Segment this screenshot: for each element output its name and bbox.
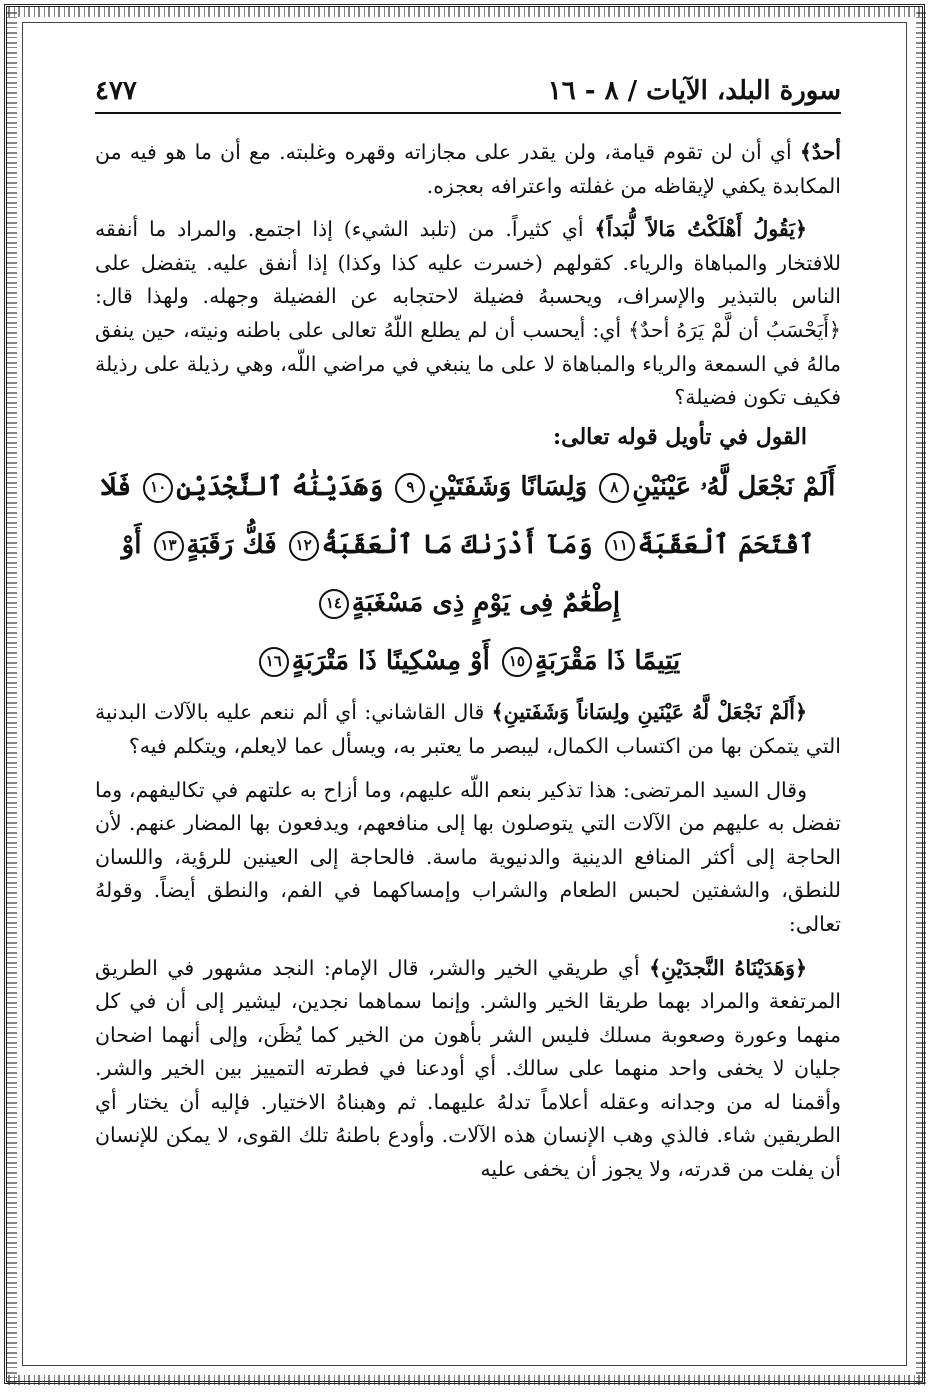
verse-text: أَوْ مِسْكِينًا ذَا مَتْرَبَةٍ <box>291 646 490 677</box>
verse-number: ١١ <box>605 531 635 561</box>
verse-text: وَلِسَانًا وَشَفَتَيْنِ <box>428 472 588 503</box>
verse-number: ٨ <box>599 473 629 503</box>
border-chain-right <box>916 8 926 1384</box>
paragraph <box>95 952 841 1187</box>
verse-text: فَكُّ رَقَبَةٍ <box>186 530 277 561</box>
paragraph-text: أي كثيراً. من (تلبد الشيء) إذا اجتمع. والمراد ما أنفقه للافتخار والمباهاة والرياء. كقولهم (خسرت عليه كذا وكذا) إذا أنفق عليه. يتفضل على الناس بالتبذير والإسراف، ويحسبهُ فضيلة لاحتجابه عن الفضيلة وجهله. ولهذا قال: ﴿أَيَحْسَبُ أن لَّمْ يَرَهُ أحدٌ﴾ أي: أيحسب أن لم يطلع اللّهُ تعالى على باطنه ونيته، حين ينفق مالهُ في السمعة والرياء والمباهاة لا على ما ينبغي في مراضي اللّه، وهي رذيلة على رذيلة فكيف تكون فضيلة؟ <box>95 217 841 410</box>
verse-text: يَتِيمًا ذَا مَقْرَبَةٍ <box>534 646 681 677</box>
verse-number: ١٥ <box>502 647 532 677</box>
verse-text: أَلَمْ نَجْعَل لَّهُۥ عَيْنَيْنِ <box>632 472 836 503</box>
verse-number: ١٣ <box>154 531 184 561</box>
verse-number: ١٢ <box>289 531 319 561</box>
quran-quote: ﴿وَهَدَيْنَاهُ النَّجدَيْنِ﴾ <box>649 955 807 980</box>
verse-number: ٩ <box>395 473 425 503</box>
verse-number: ١٤ <box>319 589 349 619</box>
border-chain-top <box>8 7 925 17</box>
verse-text: أَوْ إِطْعَٰمٌ فِى يَوْمٍ ذِى مَسْغَبَةٍ <box>121 530 621 619</box>
paragraph <box>95 696 841 763</box>
paragraph-text: أي أن لن تقوم قيامة، ولن يقدر على مجازاته وقهره وغلبته. مع أن ما هو فيه من المكابدة يكفي لإيقاظه من غفلته واعترافه بعجزه. <box>95 140 841 198</box>
border-chain-bottom <box>8 1375 925 1385</box>
paragraph-text: قال القاشاني: أي ألم ننعم عليه بالآلات البدنية التي يتمكن بها من اكتساب الكمال، ليبصر ما يعتبر به، ويسأل عما لايعلم، ويتكلم فيه؟ <box>95 700 841 758</box>
border-chain-left <box>7 8 17 1384</box>
verse-text: فَلَا ٱقْتَحَمَ ٱلْعَقَبَةَ <box>100 472 815 561</box>
paragraph-text: أي طريقي الخير والشر، قال الإمام: النجد مشهور في الطريق المرتفعة والمراد بهما طريقا الخير والشر. وإنما سماهما نجدين، ليشير إلى أن في كل منهما وعورة وصعوبة مسلك فليس الشر بأهون من الخير كما يُظَن، وإلى أنهما اضحان جليان لا يخفى واحد منهما على سالك. أي أودعنا في فطرته التمييز بين الخير والشر. وأقمنا له من وجدانه وعقله أعلاماً تدلهُ عليهما. ثم وهبناهُ الاختيار. فإليه أن يختار أي الطريقين شاء. فالذي وهب الإنسان هذه الآلات. وأودع باطنهُ تلك القوى، لا يمكن للإنسان أن يفلت من قدرته، ولا يجوز أن يخفى عليه <box>95 955 841 1182</box>
quran-quote: ﴿أَلَمْ نَجْعَلْ لَّهُ عَيْنَينِ ولِسَاناً وَشَفَتينِ﴾ <box>491 700 807 725</box>
quran-quote: أحدٌ﴾ <box>799 140 841 164</box>
section-heading: القول في تأويل قوله تعالى: <box>553 423 807 450</box>
paragraph <box>95 136 841 203</box>
page-content <box>95 136 841 1187</box>
quran-verses <box>95 458 841 690</box>
page-header <box>95 66 841 114</box>
verse-number: ١٦ <box>259 647 289 677</box>
paragraph <box>95 774 841 942</box>
verse-text: وَهَدَيْنَٰهُ ٱلنَّجْدَيْنِ <box>176 472 384 503</box>
page-number: ٤٧٧ <box>95 76 137 106</box>
verse-text: وَمَآ أَدْرَىٰكَ مَا ٱلْعَقَبَةُ <box>321 530 593 561</box>
paragraph-text: وقال السيد المرتضى: هذا تذكير بنعم اللّه عليهم، وما أزاح به علتهم في تكاليفهم، وما تفضل به عليهم من الآلات التي يتوصلون بها إلى منافعهم، ويدفعون بها المضار عنهم. لأن الحاجة إلى أكثر المنافع الدينية والدنيوية ماسة. فالحاجة إلى العينين للرؤية، واللسان للنطق، والشفتين لحبس الطعام والشراب وإمساكهما في الفم، والنطق أيضاً. وقولهُ تعالى: <box>95 777 841 936</box>
verse-number: ١٠ <box>143 473 173 503</box>
running-title: سورة البلد، الآيات / ٨ - ١٦ <box>547 76 841 106</box>
quran-quote: ﴿يَقُولُ أَهْلَكْتُ مَالاً لُّبَداً﴾ <box>594 217 808 242</box>
paragraph <box>95 213 841 415</box>
